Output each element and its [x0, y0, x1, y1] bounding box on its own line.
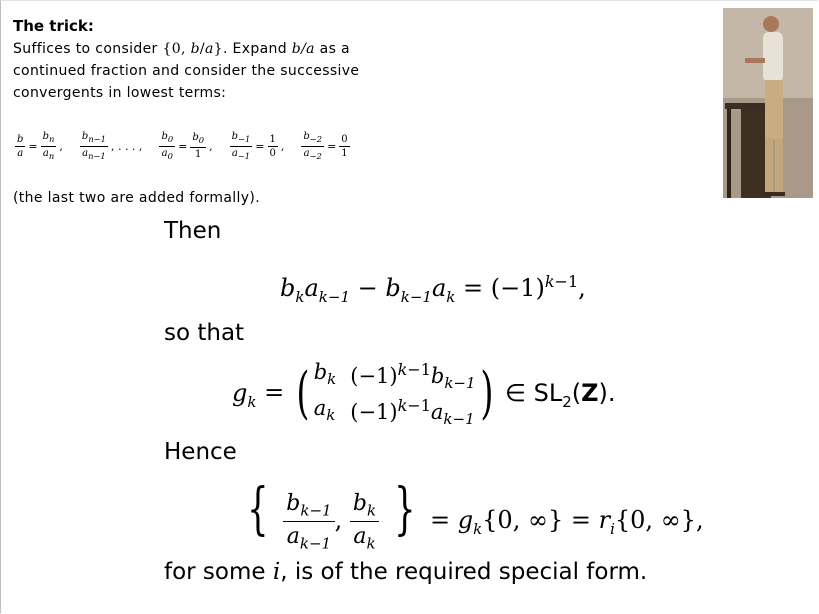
frac-bm1-over-am1: $\frac{b_{-1}}{a_{-1}}$: [231, 130, 251, 161]
frac-b0-over-a0: $\frac{b_0}{a_0}$: [161, 130, 174, 161]
closing-sentence: [164, 559, 647, 585]
frac-1-over-0: $\frac{1}{0}$: [269, 133, 276, 159]
intro-paragraph: [13, 38, 393, 104]
math-i: i: [272, 559, 281, 585]
math-b-over-a: b/a: [291, 41, 315, 57]
so-that-label: so that: [164, 320, 245, 346]
frac-bk-over-ak: $\frac{b_k}{a_k}$: [350, 491, 379, 553]
intro-text-2: . Expand: [222, 41, 292, 57]
frac-bk1-over-ak1: $\frac{b_{k-1}}{a_{k-1}}$: [283, 491, 334, 553]
frac-bn-over-an: $\frac{b_n}{a_n}$: [42, 130, 55, 161]
frac-bm2-over-am2: $\frac{b_{-2}}{a_{-2}}$: [303, 130, 323, 161]
speaker-photo: [723, 8, 813, 198]
matrix-gk: ( $b_k$ $(-1)^{k-1}b_{k-1}$ $a_k$ $(-1)^{k-1}a_{k-1}$ ): [296, 360, 494, 429]
determinant-equation: $b_ka_{k-1} - b_{k-1}a_k = (-1)^{k-1}$,: [280, 272, 586, 306]
closing-text-1: for some: [164, 559, 273, 585]
set-equation: { $\frac{b_{k-1}}{a_{k-1}}$ , $\frac{b_k}{a_k}$ } = $g_k\{0$, ∞} = $r_i\{0$, ∞},: [247, 477, 704, 553]
matrix-equation: $g_k$ = ( $b_k$ $(-1)^{k-1}b_{k-1}$ $a_k$ $(-1)^{k-1}a_{k-1}$ ) ∈ $SL_2(Z)$.: [232, 360, 616, 429]
then-label: Then: [164, 218, 222, 244]
formal-note: (the last two are added formally).: [13, 190, 261, 206]
hence-label: Hence: [164, 439, 237, 465]
intro-text-3: as a continued fraction and consider the successive convergents in lowest terms:: [13, 41, 360, 101]
math-set-0-b-over-a: {0, b/a}: [162, 41, 223, 57]
frac-bn1-over-an1: $\frac{b_{n-1}}{a_{n-1}}$: [81, 130, 106, 161]
intro-text-1: Suffices to consider: [13, 41, 163, 57]
closing-text-2: , is of the required special form.: [280, 559, 648, 585]
frac-0-over-1: $\frac{0}{1}$: [341, 133, 348, 159]
slide-heading: The trick:: [13, 17, 94, 35]
frac-b-over-a: $\frac{b}{a}$: [17, 133, 24, 159]
frac-b0-over-1: $\frac{b_0}{1}$: [192, 132, 205, 160]
convergents-row: $\frac{b}{a}$ = $\frac{b_n}{a_n}$ , $\frac{b_{n-1}}{a_{n-1}}$ , . . . , $\frac{b_0}{a_0}$ = $\frac{b_0}{1}$ , $\frac{b_{-1}}{a_{-1}}$ = $\frac{1}{0}$ , $\frac{b_{-2}}{a_{-2}}$ = $\frac{0}{1}$: [17, 130, 348, 161]
